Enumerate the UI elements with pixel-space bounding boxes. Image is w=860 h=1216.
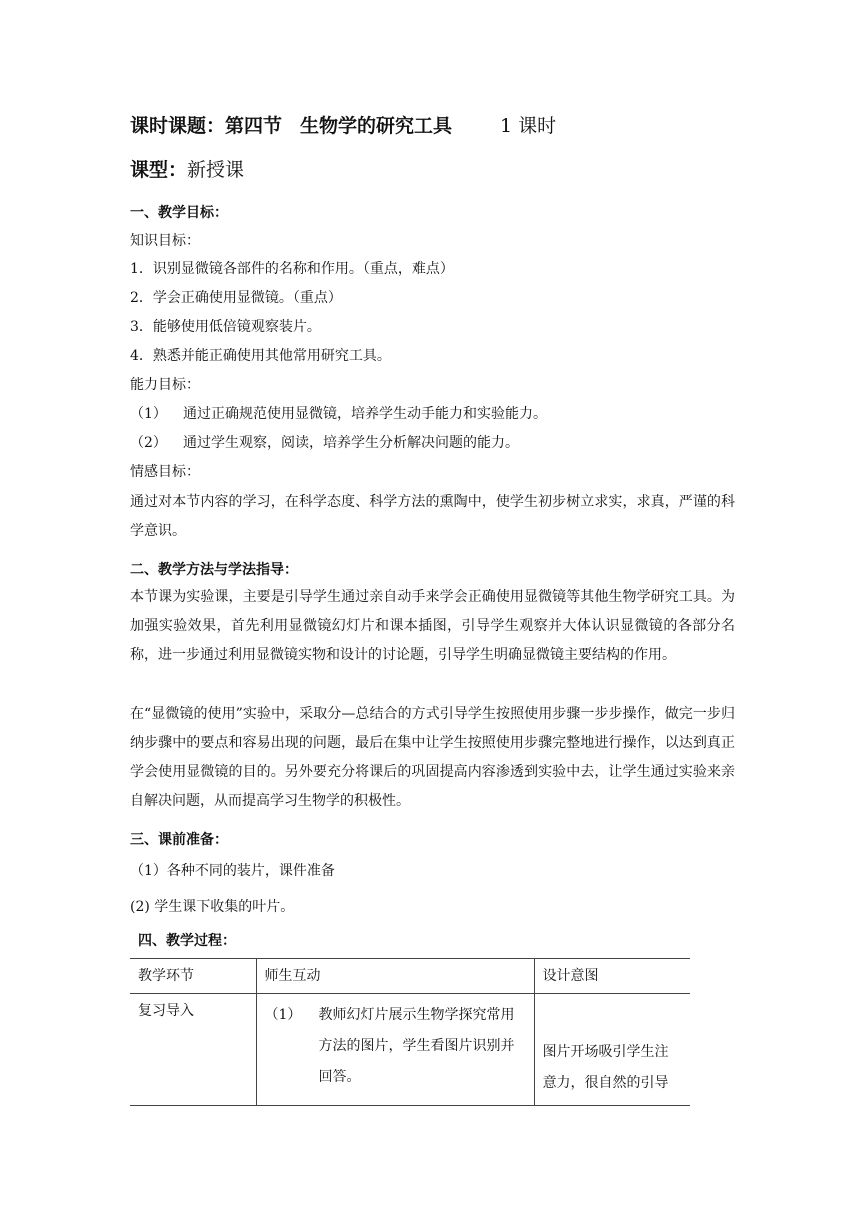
section1-heading: 一、教学目标： [130,205,228,221]
stage-cell: 复习导入 [130,994,256,1106]
title-topic: 生物学的研究工具 [300,115,453,137]
ability-label: 能力目标： [130,377,200,393]
table-header-row [130,959,690,994]
method-paragraph: 本节课为实验课，主要是引导学生通过亲自动手来学会正确使用显微镜等其他生物学研究工具。为加强实验效果，首先利用显微镜幻灯片和课本插图，引导学生观察并大体认识显微镜的各部分名称，进一步通过利用显微镜实物和设计的讨论题，引导学生明确显微镜主要结构的作用。 [130,589,735,663]
prep-item: (2) 学生课下收集的叶片。 [130,899,295,915]
ability-item [130,433,519,453]
table-header-cell: 教学环节 [130,959,256,994]
knowledge-item: 1．识别显微镜各部件的名称和作用。（重点，难点） [130,261,454,277]
section3-heading: 三、课前准备： [130,832,228,848]
knowledge-item: 2．学会正确使用显微镜。（重点） [130,290,342,306]
ability-item-num: （2） [130,435,167,451]
teaching-process-table [130,958,690,1106]
knowledge-label: 知识目标： [130,233,200,249]
knowledge-item: 4．熟悉并能正确使用其他常用研究工具。 [130,348,391,364]
title-prefix: 课时课题：第四节 [130,115,283,137]
table-row [130,994,690,1106]
intent-text: 图片开场吸引学生注意力，很自然的引导 [542,1044,669,1091]
ability-item [130,404,547,424]
intent-cell [534,994,690,1106]
ability-item-text: 通过学生观察，阅读，培养学生分析解决问题的能力。 [183,435,519,451]
method-paragraph: 在“显微镜的使用”实验中，采取分—总结合的方式引导学生按照使用步骤一步步操作，做完一步归纳步骤中的要点和容易出现的问题，最后在集中让学生按照使用步骤完整地进行操作，以达到真正学会使用显微镜的目的。另外要充分将课后的巩固提高内容渗透到实验中去，让学生通过实验来亲自解决问题，从而提高学习生物学的积极性。 [130,706,735,809]
interaction-cell [256,994,534,1106]
lesson-type [130,160,244,180]
lesson-hours: 1 课时 [500,115,557,137]
table-header-cell: 师生互动 [256,959,534,994]
interaction-num: （1） [264,1007,302,1023]
knowledge-item: 3．能够使用低倍镜观察装片。 [130,319,321,335]
lesson-title [130,116,556,136]
prep-item: （1）各种不同的装片，课件准备 [130,863,335,879]
section4-heading: 四、教学过程： [138,933,236,949]
table-header-cell: 设计意图 [534,959,690,994]
section2-heading: 二、教学方法与学法指导： [130,562,298,578]
interaction-text: 教师幻灯片展示生物学探究常用方法的图片，学生看图片识别并回答。 [318,1007,515,1085]
lesson-type-value: 新授课 [187,159,245,181]
emotion-text: 通过对本节内容的学习，在科学态度、科学方法的熏陶中，使学生初步树立求实，求真，严谨的科学意识。 [130,494,735,539]
lesson-type-label: 课型： [130,159,188,181]
ability-item-text: 通过正确规范使用显微镜，培养学生动手能力和实验能力。 [183,406,547,422]
emotion-label: 情感目标： [130,464,200,480]
ability-item-num: （1） [130,406,167,422]
